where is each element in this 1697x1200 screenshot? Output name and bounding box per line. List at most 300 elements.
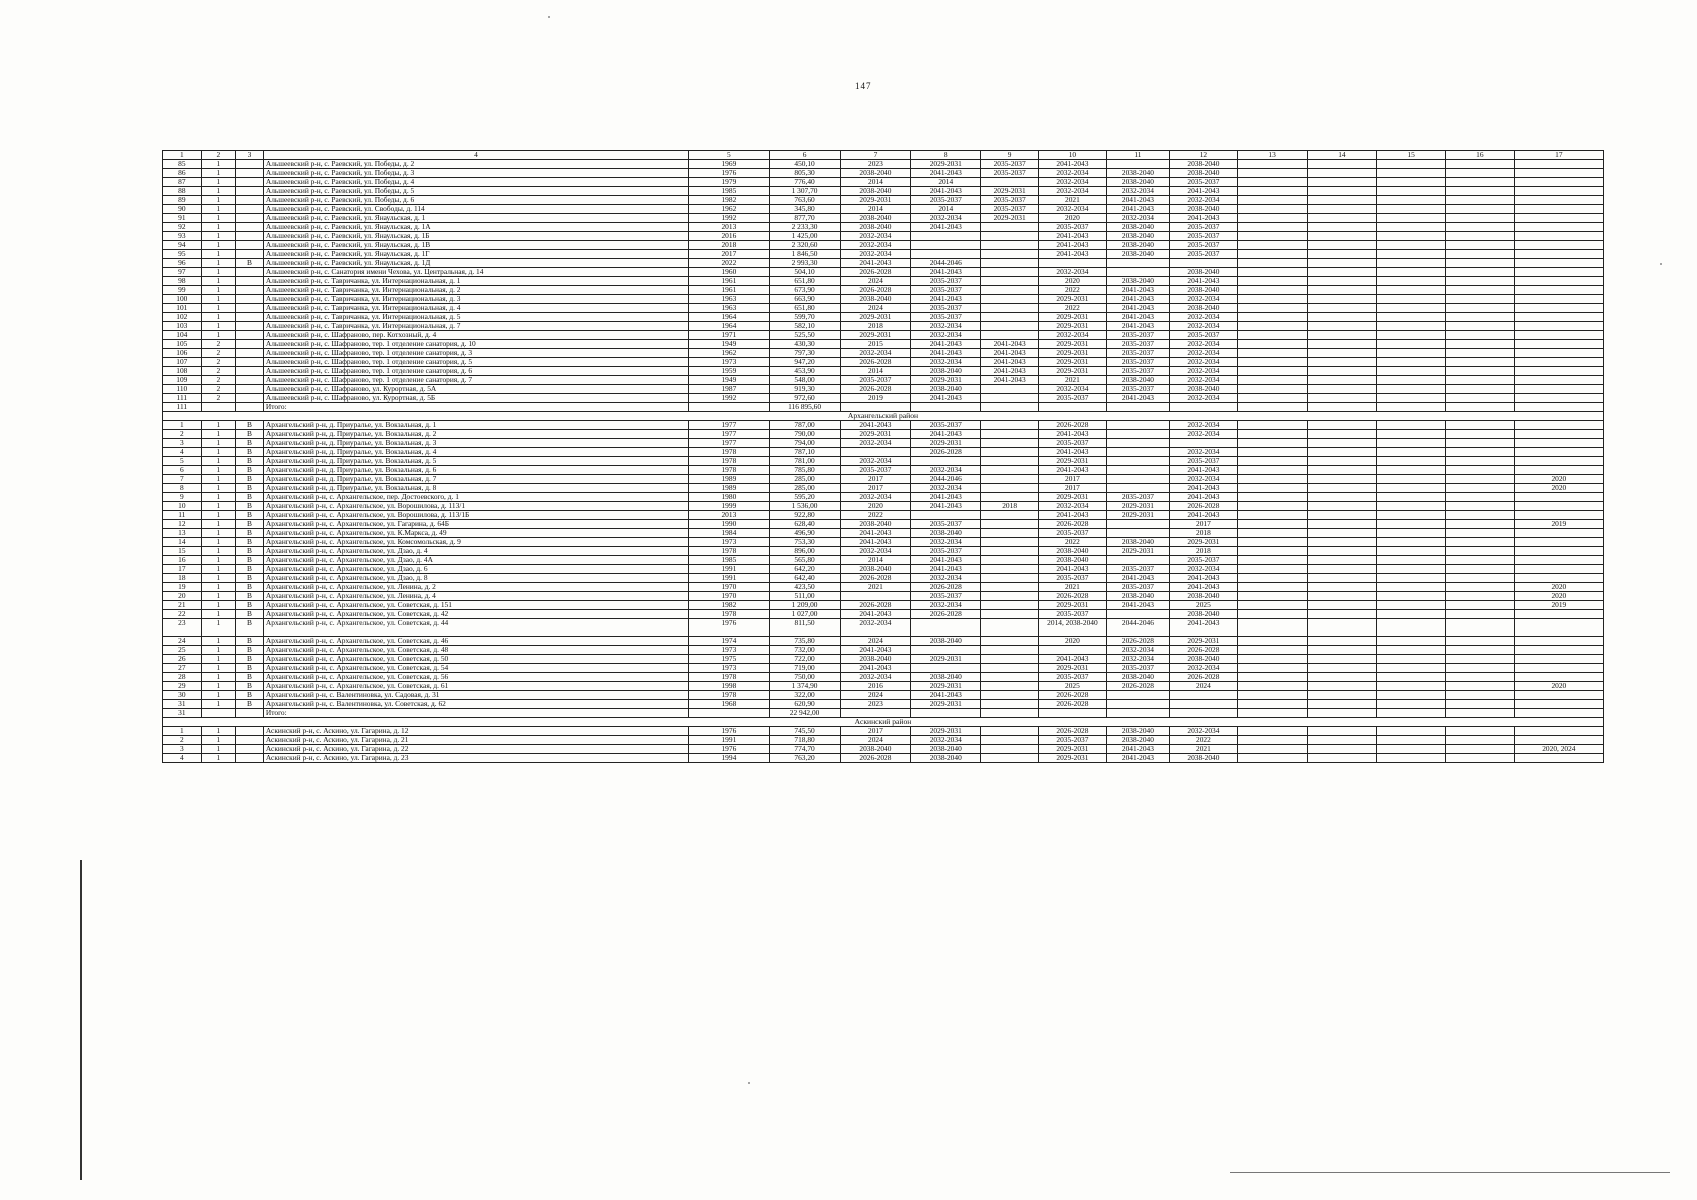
table-row	[163, 187, 1604, 196]
table-cell: 111	[163, 394, 202, 403]
table-cell: В	[236, 547, 264, 556]
table-cell: 2035-2037	[1106, 340, 1169, 349]
table-cell	[1237, 745, 1307, 754]
table-row	[163, 655, 1604, 664]
table-cell: 23	[163, 619, 202, 637]
table-cell: 88	[163, 187, 202, 196]
table-cell	[1377, 574, 1446, 583]
table-cell: 90	[163, 205, 202, 214]
table-cell	[1377, 367, 1446, 376]
table-cell: 2032-2034	[840, 349, 911, 358]
scan-speck	[748, 1082, 750, 1084]
table-cell: 1	[201, 484, 235, 493]
table-row	[163, 358, 1604, 367]
table-cell: 2041-2043	[1106, 745, 1169, 754]
table-cell: 2	[163, 430, 202, 439]
table-cell	[1514, 574, 1603, 583]
address-cell: Аскинский р-н, с. Аскино, ул. Гагарина, д. 12	[263, 727, 688, 736]
address-cell: Архангельский р-н, с. Валентиновка, ул. Садовая, д. 31	[263, 691, 688, 700]
address-cell: Альшеевский р-н, с. Шафраново, пер. Котхозный, д. 4	[263, 331, 688, 340]
table-cell	[1106, 466, 1169, 475]
table-cell	[1377, 592, 1446, 601]
table-cell: В	[236, 655, 264, 664]
table-cell: 1976	[689, 727, 770, 736]
table-cell: 2017	[1170, 520, 1238, 529]
table-cell	[1377, 160, 1446, 169]
district-name: Аскинский район	[163, 718, 1604, 727]
table-cell: 2021	[1039, 196, 1107, 205]
table-cell: 2041-2043	[1170, 574, 1238, 583]
table-cell: 2026-2028	[840, 754, 911, 763]
table-cell: 2041-2043	[1170, 466, 1238, 475]
table-cell	[1514, 367, 1603, 376]
table-cell: 2038-2040	[840, 520, 911, 529]
table-cell	[1237, 295, 1307, 304]
table-cell: В	[236, 421, 264, 430]
table-cell: 2032-2034	[1170, 448, 1238, 457]
table-cell	[981, 592, 1039, 601]
table-cell	[236, 241, 264, 250]
table-cell	[1307, 511, 1377, 520]
table-cell: 15	[163, 547, 202, 556]
table-cell: 794,00	[769, 439, 840, 448]
table-cell	[1514, 313, 1603, 322]
table-cell: 2029-2031	[1039, 358, 1107, 367]
table-cell: 2026-2028	[1039, 592, 1107, 601]
table-cell: 2029-2031	[840, 331, 911, 340]
table-cell: 1989	[689, 475, 770, 484]
table-cell: 642,20	[769, 565, 840, 574]
table-cell: 85	[163, 160, 202, 169]
table-cell: 2038-2040	[1039, 556, 1107, 565]
table-row	[163, 529, 1604, 538]
table-cell	[1307, 295, 1377, 304]
table-cell	[1307, 547, 1377, 556]
table-cell: 2026-2028	[1170, 673, 1238, 682]
column-number-header: 16	[1446, 151, 1515, 160]
table-cell: 116 895,60	[769, 403, 840, 412]
table-cell	[1307, 727, 1377, 736]
table-cell: В	[236, 610, 264, 619]
table-cell	[1514, 700, 1603, 709]
table-cell: 2038-2040	[1106, 223, 1169, 232]
table-cell: 25	[163, 646, 202, 655]
table-cell	[981, 394, 1039, 403]
table-cell	[236, 745, 264, 754]
table-cell: В	[236, 259, 264, 268]
table-cell	[1307, 358, 1377, 367]
table-cell: 2035-2037	[1170, 556, 1238, 565]
table-cell	[236, 232, 264, 241]
table-cell: 2035-2037	[911, 286, 981, 295]
table-cell	[1237, 484, 1307, 493]
table-cell: 2020	[840, 502, 911, 511]
table-cell: 2041-2043	[911, 295, 981, 304]
table-cell	[1514, 232, 1603, 241]
table-cell: 2032-2034	[1170, 376, 1238, 385]
column-number-header: 13	[1237, 151, 1307, 160]
table-cell	[1514, 538, 1603, 547]
table-cell	[1106, 529, 1169, 538]
table-cell	[1446, 277, 1515, 286]
table-cell: 2041-2043	[911, 268, 981, 277]
table-cell: 1973	[689, 358, 770, 367]
table-row	[163, 466, 1604, 475]
table-cell: 2020	[1514, 484, 1603, 493]
district-section-row	[163, 718, 1604, 727]
table-cell	[1237, 619, 1307, 637]
table-cell: 2032-2034	[1170, 358, 1238, 367]
address-cell: Альшеевский р-н, с. Шафраново, ул. Курортная, д. 5Б	[263, 394, 688, 403]
table-cell: 1	[201, 556, 235, 565]
table-cell	[1106, 160, 1169, 169]
table-cell	[1377, 394, 1446, 403]
table-cell: 2 993,30	[769, 259, 840, 268]
table-cell: 651,80	[769, 277, 840, 286]
table-row	[163, 664, 1604, 673]
table-cell: 1978	[689, 673, 770, 682]
table-cell: 2035-2037	[911, 313, 981, 322]
table-cell: 1	[201, 439, 235, 448]
table-cell: 1973	[689, 538, 770, 547]
address-cell: Альшеевский р-н, с. Тавричанка, ул. Интернациональная, д. 5	[263, 313, 688, 322]
table-cell	[1514, 691, 1603, 700]
table-cell	[1446, 565, 1515, 574]
table-cell	[1377, 565, 1446, 574]
table-cell: 2041-2043	[1170, 493, 1238, 502]
table-cell: 2032-2034	[1106, 214, 1169, 223]
table-cell: 2035-2037	[911, 547, 981, 556]
table-cell	[981, 700, 1039, 709]
table-cell: 106	[163, 349, 202, 358]
table-cell: 2038-2040	[840, 223, 911, 232]
address-cell: Архангельский р-н, с. Архангельское, ул. Ленина, д. 2	[263, 583, 688, 592]
table-cell	[1307, 430, 1377, 439]
table-cell	[1446, 331, 1515, 340]
table-cell: 2017	[1039, 475, 1107, 484]
table-cell: 496,90	[769, 529, 840, 538]
table-cell	[1307, 169, 1377, 178]
table-cell	[1446, 430, 1515, 439]
table-cell	[236, 286, 264, 295]
table-cell	[1237, 313, 1307, 322]
table-cell: 2022	[840, 511, 911, 520]
table-row	[163, 592, 1604, 601]
table-cell: 423,50	[769, 583, 840, 592]
table-cell: 663,90	[769, 295, 840, 304]
table-cell: 2029-2031	[1106, 502, 1169, 511]
table-cell	[1307, 520, 1377, 529]
table-row	[163, 331, 1604, 340]
table-row	[163, 520, 1604, 529]
table-cell	[1237, 340, 1307, 349]
table-cell: 1963	[689, 295, 770, 304]
table-cell	[1307, 691, 1377, 700]
table-cell: 2	[201, 394, 235, 403]
table-cell	[1377, 457, 1446, 466]
table-cell: В	[236, 475, 264, 484]
table-cell	[1377, 583, 1446, 592]
table-cell	[1446, 709, 1515, 718]
table-cell: 2029-2031	[1039, 295, 1107, 304]
table-cell	[1514, 511, 1603, 520]
table-cell: 2035-2037	[1170, 250, 1238, 259]
table-cell: 2041-2043	[1170, 511, 1238, 520]
table-cell	[981, 439, 1039, 448]
table-cell: 1973	[689, 646, 770, 655]
table-cell: 2035-2037	[1106, 493, 1169, 502]
table-cell: 2041-2043	[1039, 565, 1107, 574]
table-cell: 2032-2034	[1170, 421, 1238, 430]
table-cell	[1307, 376, 1377, 385]
table-cell	[1377, 664, 1446, 673]
table-cell: 91	[163, 214, 202, 223]
table-cell: 2029-2031	[1170, 538, 1238, 547]
table-cell: 1	[201, 502, 235, 511]
table-cell	[1237, 160, 1307, 169]
table-cell	[981, 430, 1039, 439]
table-cell	[236, 376, 264, 385]
table-cell: 1	[201, 421, 235, 430]
table-cell	[1377, 295, 1446, 304]
table-cell: 4	[163, 448, 202, 457]
table-row	[163, 736, 1604, 745]
table-cell: 1994	[689, 754, 770, 763]
table-cell	[1237, 565, 1307, 574]
table-cell	[1514, 430, 1603, 439]
table-cell: 1	[201, 196, 235, 205]
table-cell: 2023	[840, 700, 911, 709]
table-cell: 3	[163, 439, 202, 448]
table-cell	[1377, 268, 1446, 277]
table-cell: 2017	[840, 727, 911, 736]
table-cell	[236, 268, 264, 277]
table-cell	[1307, 556, 1377, 565]
table-cell	[1307, 448, 1377, 457]
table-cell: 1976	[689, 745, 770, 754]
table-cell: 2041-2043	[1170, 187, 1238, 196]
table-cell: 2032-2034	[1170, 367, 1238, 376]
table-cell: 2018	[1170, 547, 1238, 556]
table-cell: 2035-2037	[1039, 736, 1107, 745]
table-cell	[1446, 511, 1515, 520]
table-cell: 1992	[689, 214, 770, 223]
table-cell: 2029-2031	[911, 160, 981, 169]
district-name: Архангельский район	[163, 412, 1604, 421]
table-cell: 673,90	[769, 286, 840, 295]
table-cell	[981, 403, 1039, 412]
table-row	[163, 493, 1604, 502]
table-cell: 2022	[1039, 286, 1107, 295]
table-cell: 805,30	[769, 169, 840, 178]
table-cell	[981, 745, 1039, 754]
table-cell	[1377, 439, 1446, 448]
table-row	[163, 754, 1604, 763]
table-cell	[1307, 664, 1377, 673]
table-cell	[1377, 277, 1446, 286]
table-cell	[1446, 187, 1515, 196]
table-cell	[1307, 565, 1377, 574]
column-number-header: 3	[236, 151, 264, 160]
table-cell: 1	[201, 268, 235, 277]
table-cell	[1307, 421, 1377, 430]
table-cell: 2032-2034	[1170, 727, 1238, 736]
table-cell	[981, 385, 1039, 394]
table-cell: 2041-2043	[840, 259, 911, 268]
table-cell: 2044-2046	[911, 259, 981, 268]
table-cell	[689, 709, 770, 718]
table-cell	[1514, 664, 1603, 673]
table-cell: 1	[201, 682, 235, 691]
table-cell: 1998	[689, 682, 770, 691]
table-cell	[1377, 430, 1446, 439]
table-cell: 781,00	[769, 457, 840, 466]
table-cell	[1237, 205, 1307, 214]
table-cell: 1	[201, 619, 235, 637]
table-cell	[1446, 160, 1515, 169]
table-cell	[1307, 736, 1377, 745]
address-cell: Архангельский р-н, с. Архангельское, ул. Советская, д. 151	[263, 601, 688, 610]
table-cell	[1377, 529, 1446, 538]
table-cell	[1237, 196, 1307, 205]
table-cell: 1974	[689, 637, 770, 646]
table-cell: В	[236, 619, 264, 637]
table-cell: 582,10	[769, 322, 840, 331]
table-cell: 1984	[689, 529, 770, 538]
table-cell: 2013	[689, 511, 770, 520]
table-cell	[981, 664, 1039, 673]
table-cell: 2038-2040	[1170, 610, 1238, 619]
table-cell: 2038-2040	[840, 655, 911, 664]
column-number-header: 9	[981, 151, 1039, 160]
table-cell: 2035-2037	[1039, 610, 1107, 619]
table-cell: 1949	[689, 376, 770, 385]
table-cell	[236, 160, 264, 169]
table-cell	[1237, 601, 1307, 610]
table-cell	[1377, 709, 1446, 718]
table-cell	[1377, 736, 1446, 745]
table-cell: 2024	[1170, 682, 1238, 691]
table-cell: 2035-2037	[1170, 178, 1238, 187]
table-cell: 2024	[840, 277, 911, 286]
table-cell	[1377, 682, 1446, 691]
table-cell: 1	[201, 475, 235, 484]
table-cell	[236, 331, 264, 340]
table-cell: 2041-2043	[1106, 574, 1169, 583]
table-cell: 2032-2034	[840, 457, 911, 466]
table-row	[163, 232, 1604, 241]
table-cell: 2014	[840, 556, 911, 565]
table-cell	[1446, 502, 1515, 511]
table-cell	[981, 277, 1039, 286]
table-cell: 2023	[840, 160, 911, 169]
table-cell	[981, 511, 1039, 520]
table-cell: 1	[201, 493, 235, 502]
table-cell	[1446, 466, 1515, 475]
table-cell: 1	[201, 286, 235, 295]
table-cell: 2035-2037	[1039, 574, 1107, 583]
table-cell	[1106, 700, 1169, 709]
table-cell: 2038-2040	[1039, 547, 1107, 556]
table-cell	[1237, 691, 1307, 700]
table-cell: 2022	[1039, 538, 1107, 547]
table-cell	[1307, 178, 1377, 187]
table-cell: 99	[163, 286, 202, 295]
address-cell: Альшеевский р-н, с. Шафраново, тер. 1 отделение санатория, д. 7	[263, 376, 688, 385]
table-cell: 2022	[689, 259, 770, 268]
table-cell: 2041-2043	[911, 565, 981, 574]
table-cell	[1377, 187, 1446, 196]
column-number-header: 7	[840, 151, 911, 160]
table-cell	[1377, 520, 1446, 529]
address-cell: Итого:	[263, 709, 688, 718]
table-cell: 2026-2028	[911, 448, 981, 457]
table-cell: 1975	[689, 655, 770, 664]
table-cell	[1514, 709, 1603, 718]
page-number: 147	[855, 81, 872, 91]
table-cell	[1446, 268, 1515, 277]
table-cell	[1514, 448, 1603, 457]
table-cell: 2032-2034	[1039, 385, 1107, 394]
table-cell	[1446, 349, 1515, 358]
table-cell	[201, 709, 235, 718]
table-cell: 732,00	[769, 646, 840, 655]
address-cell: Архангельский р-н, с. Архангельское, ул. Дзао, д. 4А	[263, 556, 688, 565]
table-cell	[1237, 493, 1307, 502]
table-cell	[1514, 259, 1603, 268]
table-cell	[201, 403, 235, 412]
table-cell: 2032-2034	[1170, 664, 1238, 673]
table-cell	[1377, 358, 1446, 367]
table-cell: В	[236, 448, 264, 457]
table-cell: 2035-2037	[981, 196, 1039, 205]
table-cell: 2038-2040	[1170, 592, 1238, 601]
table-cell: 745,50	[769, 727, 840, 736]
table-cell: 1	[201, 601, 235, 610]
address-cell: Архангельский р-н, д. Приуралье, ул. Вокзальная, д. 5	[263, 457, 688, 466]
address-cell: Итого:	[263, 403, 688, 412]
table-cell	[1446, 286, 1515, 295]
table-cell	[1307, 439, 1377, 448]
table-cell	[1237, 511, 1307, 520]
table-cell	[236, 367, 264, 376]
table-cell: 790,00	[769, 430, 840, 439]
table-cell: 103	[163, 322, 202, 331]
table-row	[163, 745, 1604, 754]
table-cell: 2035-2037	[911, 196, 981, 205]
table-cell: 1962	[689, 349, 770, 358]
table-cell	[1514, 394, 1603, 403]
table-cell	[981, 556, 1039, 565]
table-cell	[1237, 709, 1307, 718]
table-cell: 1	[201, 727, 235, 736]
table-cell: 2032-2034	[1039, 169, 1107, 178]
table-cell: В	[236, 439, 264, 448]
table-cell: 1	[201, 673, 235, 682]
table-cell: 1	[201, 223, 235, 232]
table-row	[163, 385, 1604, 394]
table-cell: 2032-2034	[1039, 331, 1107, 340]
table-cell	[1039, 259, 1107, 268]
table-cell: 97	[163, 268, 202, 277]
table-cell	[981, 727, 1039, 736]
table-cell	[236, 754, 264, 763]
table-cell: 2041-2043	[1106, 205, 1169, 214]
table-cell: 2025	[1170, 601, 1238, 610]
address-cell: Альшеевский р-н, с. Раевский, ул. Победы, д. 5	[263, 187, 688, 196]
table-cell: 1992	[689, 394, 770, 403]
table-cell: 1	[201, 331, 235, 340]
